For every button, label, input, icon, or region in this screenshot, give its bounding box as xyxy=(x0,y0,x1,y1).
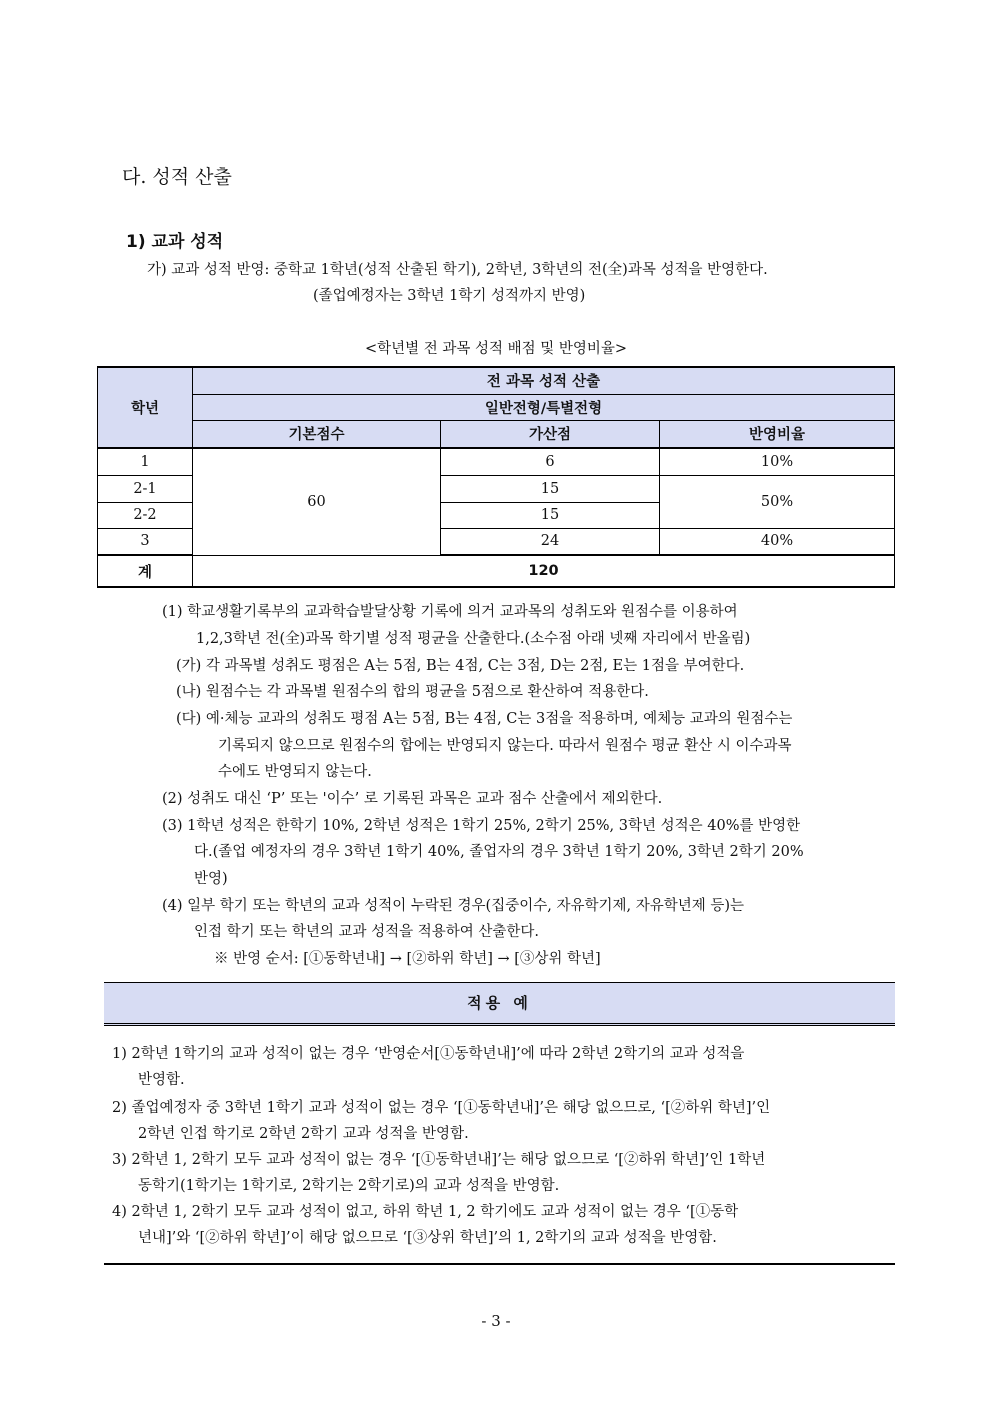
grade-cell: 3 xyxy=(98,528,193,555)
total-value: 120 xyxy=(193,555,895,587)
bonus-cell: 15 xyxy=(441,502,660,528)
note-line: 다.(졸업 예정자의 경우 3학년 1학기 40%, 졸업자의 경우 3학년 1학기 20%, 3학년 2학기 20% xyxy=(194,844,804,860)
header-ratio: 반영비율 xyxy=(660,420,895,448)
note-line: 인접 학기 또는 학년의 교과 성적을 적용하여 산출한다. xyxy=(194,924,540,940)
note-line: 1,2,3학년 전(全)과목 학기별 성적 평균을 산출한다.(소수점 아래 넷째 자리에서 반올림) xyxy=(196,631,751,647)
total-label: 계 xyxy=(98,555,193,587)
example-line: 4) 2학년 1, 2학기 모두 교과 성적이 없고, 하위 학년 1, 2 학기에도 교과 성적이 없는 경우 ‘[①동학 xyxy=(112,1204,739,1220)
note-line: (나) 원점수는 각 과목별 원점수의 합의 평균을 5점으로 환산하여 적용한다. xyxy=(176,684,649,700)
note-line: 수에도 반영되지 않는다. xyxy=(218,764,372,780)
note-line: 반영) xyxy=(194,871,228,887)
header-base-score: 기본점수 xyxy=(193,420,441,448)
ratio-cell: 50% xyxy=(660,475,895,528)
bonus-cell: 6 xyxy=(441,448,660,475)
page-number: - 3 - xyxy=(481,1312,511,1330)
example-line: 년내]’와 ‘[②하위 학년]’이 해당 없으므로 ‘[③상위 학년]’의 1, 2학기의 교과 성적을 반영함. xyxy=(138,1230,717,1246)
example-line: 1) 2학년 1학기의 교과 성적이 없는 경우 ‘반영순서[①동학년내]’에 따라 2학년 2학기의 교과 성적을 xyxy=(112,1046,745,1062)
bonus-cell: 24 xyxy=(441,528,660,555)
example-box-title: 적용 예 xyxy=(104,982,895,1026)
example-line: 동학기(1학기는 1학기로, 2학기는 2학기로)의 교과 성적을 반영함. xyxy=(138,1178,560,1194)
grade-cell: 2-2 xyxy=(98,502,193,528)
grade-cell: 2-1 xyxy=(98,475,193,502)
note-line: 기록되지 않으므로 원점수의 합에는 반영되지 않는다. 따라서 원점수 평균 환산 시 이수과목 xyxy=(218,738,792,754)
bonus-cell: 15 xyxy=(441,475,660,502)
ratio-cell: 10% xyxy=(660,448,895,475)
note-line: ※ 반영 순서: [①동학년내] → [②하위 학년] → [③상위 학년] xyxy=(214,951,601,967)
base-score-cell: 60 xyxy=(193,448,441,555)
note-line: (다) 예·체능 교과의 성취도 평점 A는 5점, B는 4점, C는 3점을 적용하며, 예체능 교과의 원점수는 xyxy=(176,711,793,727)
note-line: (4) 일부 학기 또는 학년의 교과 성적이 누락된 경우(집중이수, 자유학기제, 자유학년제 등)는 xyxy=(162,898,745,914)
note-line: (3) 1학년 성적은 한학기 10%, 2학년 성적은 1학기 25%, 2학기 25%, 3학년 성적은 40%를 반영한 xyxy=(162,818,801,834)
example-line: 3) 2학년 1, 2학기 모두 교과 성적이 없는 경우 ‘[①동학년내]’는 해당 없으므로 ‘[②하위 학년]’인 1학년 xyxy=(112,1152,766,1168)
table-caption: <학년별 전 과목 성적 배점 및 반영비율> xyxy=(364,341,628,357)
intro-line-2: (졸업예정자는 3학년 1학기 성적까지 반영) xyxy=(313,288,586,304)
intro-line-1: 가) 교과 성적 반영: 중학교 1학년(성적 산출된 학기), 2학년, 3학년의 전(全)과목 성적을 반영한다. xyxy=(147,262,768,278)
example-box-bottom-rule xyxy=(104,1263,895,1265)
example-line: 반영함. xyxy=(138,1072,185,1088)
header-admission-type: 일반전형/특별전형 xyxy=(193,394,895,420)
header-grade: 학년 xyxy=(98,367,193,448)
note-line: (1) 학교생활기록부의 교과학습발달상황 기록에 의거 교과목의 성취도와 원점수를 이용하여 xyxy=(162,604,738,620)
grade-weight-table xyxy=(97,366,895,588)
note-line: (2) 성취도 대신 ‘P’ 또는 '이수’ 로 기록된 과목은 교과 점수 산출에서 제외한다. xyxy=(162,791,663,807)
header-group: 전 과목 성적 산출 xyxy=(193,367,895,394)
example-line: 2) 졸업예정자 중 3학년 1학기 교과 성적이 없는 경우 ‘[①동학년내]’은 해당 없으므로, ‘[②하위 학년]’인 xyxy=(112,1100,771,1116)
subsection-title: 1) 교과 성적 xyxy=(126,232,224,252)
ratio-cell: 40% xyxy=(660,528,895,555)
note-line: (가) 각 과목별 성취도 평점은 A는 5점, B는 4점, C는 3점, D는 2점, E는 1점을 부여한다. xyxy=(176,658,745,674)
grade-cell: 1 xyxy=(98,448,193,475)
example-line: 2학년 인접 학기로 2학년 2학기 교과 성적을 반영함. xyxy=(138,1126,469,1142)
header-bonus: 가산점 xyxy=(441,420,660,448)
section-title: 다. 성적 산출 xyxy=(122,166,232,188)
